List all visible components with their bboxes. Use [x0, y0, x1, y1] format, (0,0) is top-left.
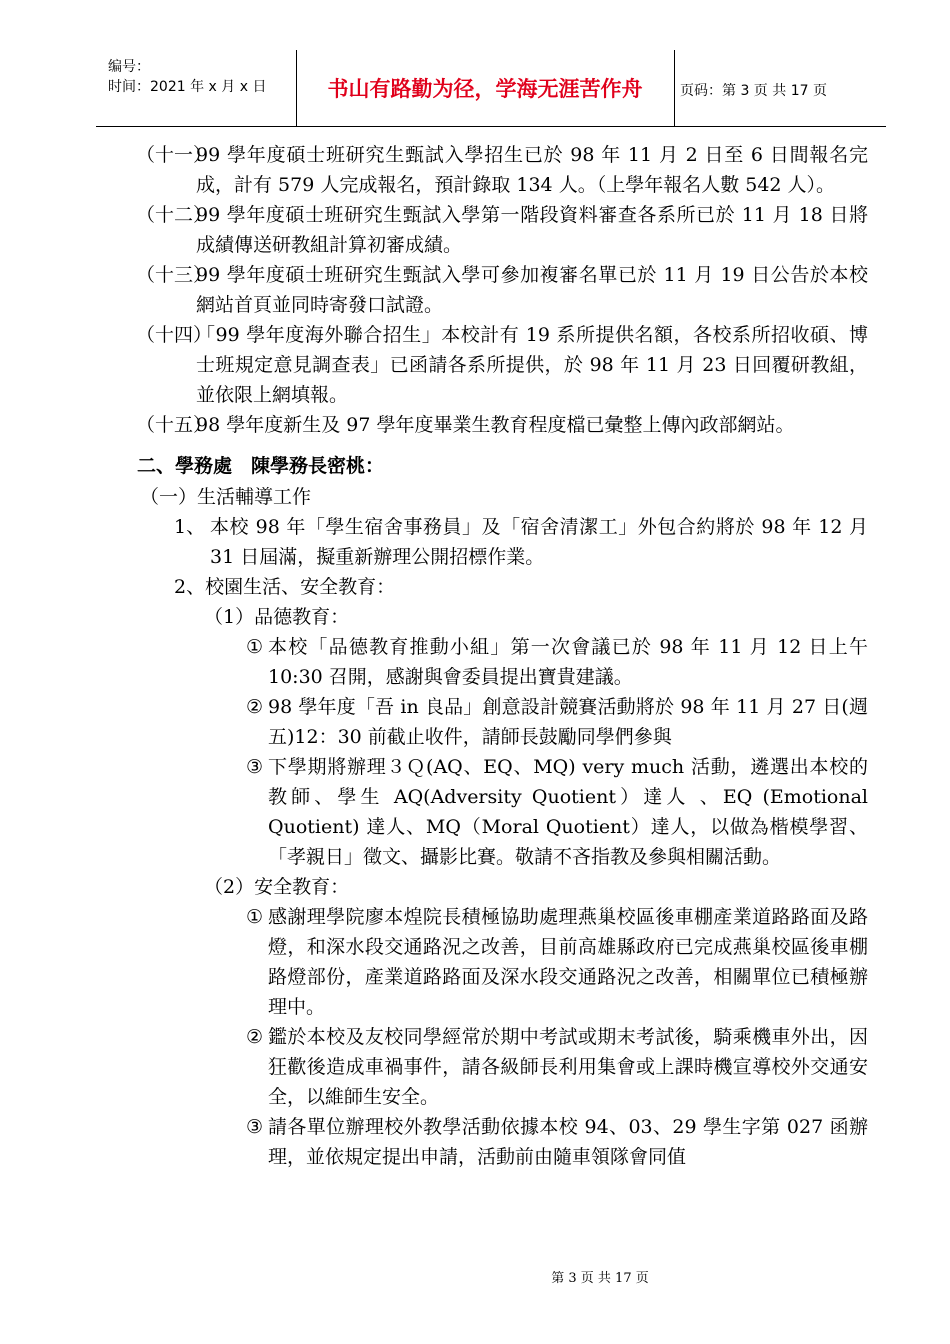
item-text: 本校「品德教育推動小組」第一次會議已於 98 年 11 月 12 日上午 10:30 召開，感謝與會委員提出寶貴建議。	[268, 636, 868, 688]
item-text: 98 學年度新生及 97 學年度畢業生教育程度檔已彙整上傳內政部網站。	[196, 414, 795, 436]
item-marker: （十四）	[136, 324, 213, 346]
item-marker: （十一）	[136, 144, 213, 166]
item-text: 請各單位辦理校外教學活動依據本校 94、03、29 學生字第 027 函辦理，並依規定提出申請，活動前由隨車領隊會同值	[268, 1116, 868, 1168]
time-label: 时间：2021 年 x 月 x 日	[108, 79, 267, 95]
footer-page-number: 第 3 页 共 17 页	[551, 1271, 649, 1286]
item-text: 99 學年度碩士班研究生甄試入學第一階段資料審查各系所已於 11 月 18 日將成績傳送研教組計算初審成績。	[196, 204, 868, 256]
number-label: 编号：	[108, 59, 150, 75]
list-item	[0, 1022, 868, 1112]
page-footer	[0, 1267, 950, 1286]
item-marker: ①	[246, 906, 264, 928]
item-text: 下學期將辦理３Ｑ(AQ、EQ、MQ) very much 活動，遴選出本校的教師、學生 AQ(Adversity Quotient）達人 、EQ (Emotional Quotient) 達人、MQ（Moral Quotient）達人，以做為楷模學習、「孝親日」徵文、攝影比賽。敬請不吝指教及參與相關活動。	[268, 756, 868, 868]
item-text: 鑑於本校及友校同學經常於期中考試或期末考試後，騎乘機車外出，因狂歡後造成車禍事件，請各級師長利用集會或上課時機宣導校外交通安全，以維師生安全。	[268, 1026, 868, 1108]
section-title: 二、學務處 陳學務長密桃：	[137, 455, 385, 477]
item-text: 98 學年度「吾 in 良品」創意設計競賽活動將於 98 年 11 月 27 日(週五)12：30 前截止收件，請師長鼓勵同學們參與	[268, 696, 868, 748]
item-marker: （十三）	[136, 264, 213, 286]
item-text: 本校 98 年「學生宿舍事務員」及「宿舍清潔工」外包合約將於 98 年 12 月 31 日屆滿，擬重新辦理公開招標作業。	[210, 516, 868, 568]
sub-heading: （2）安全教育：	[204, 876, 350, 898]
item-text: 感謝理學院廖本煌院長積極協助處理燕巢校區後車棚產業道路路面及路燈，和深水段交通路況之改善，目前高雄縣政府已完成燕巢校區後車棚路燈部份，產業道路路面及深水段交通路況之改善，相關單位已積極辦理中。	[268, 906, 868, 1018]
item-marker: ③	[246, 756, 264, 778]
list-item	[0, 1112, 868, 1172]
item-marker: （十二）	[136, 204, 213, 226]
item-text: 「99 學年度海外聯合招生」本校計有 19 系所提供名額，各校系所招收碩、博士班規定意見調查表」已函請各系所提供，於 98 年 11 月 23 日回覆研教組，並依限上網填報。	[196, 324, 868, 406]
subsection-title: （一）生活輔導工作	[140, 486, 312, 508]
list-item	[0, 140, 868, 200]
document-body	[0, 140, 950, 1172]
list-item	[0, 512, 868, 572]
item-marker: ③	[246, 1116, 264, 1138]
item-marker: ①	[246, 636, 264, 658]
page-header	[96, 50, 886, 127]
item-marker: 1、	[174, 516, 206, 538]
header-page-label: 页码：第 3 页 共 17 页	[680, 83, 827, 99]
header-info-cell	[96, 50, 297, 126]
list-item	[0, 260, 868, 320]
list-item	[0, 752, 868, 872]
list-item	[0, 320, 868, 410]
sub-heading: （1）品德教育：	[204, 606, 350, 628]
header-motto: 书山有路勤为径，学海无涯苦作舟	[296, 50, 675, 126]
list-item	[0, 200, 868, 260]
list-item	[0, 902, 868, 1022]
list-item	[0, 410, 868, 440]
item-marker: ②	[246, 696, 264, 718]
item-text: 99 學年度碩士班研究生甄試入學可參加複審名單已於 11 月 19 日公告於本校網站首頁並同時寄發口試證。	[196, 264, 868, 316]
list-item	[0, 692, 868, 752]
item-marker: ②	[246, 1026, 264, 1048]
item-text: 99 學年度碩士班研究生甄試入學招生已於 98 年 11 月 2 日至 6 日間報名完成，計有 579 人完成報名，預計錄取 134 人。（上學年報名人數 542 人）。	[196, 144, 868, 196]
list-item	[0, 632, 868, 692]
item-marker: （十五）	[136, 414, 213, 436]
list-item-heading: 2、校園生活、安全教育：	[174, 576, 396, 598]
